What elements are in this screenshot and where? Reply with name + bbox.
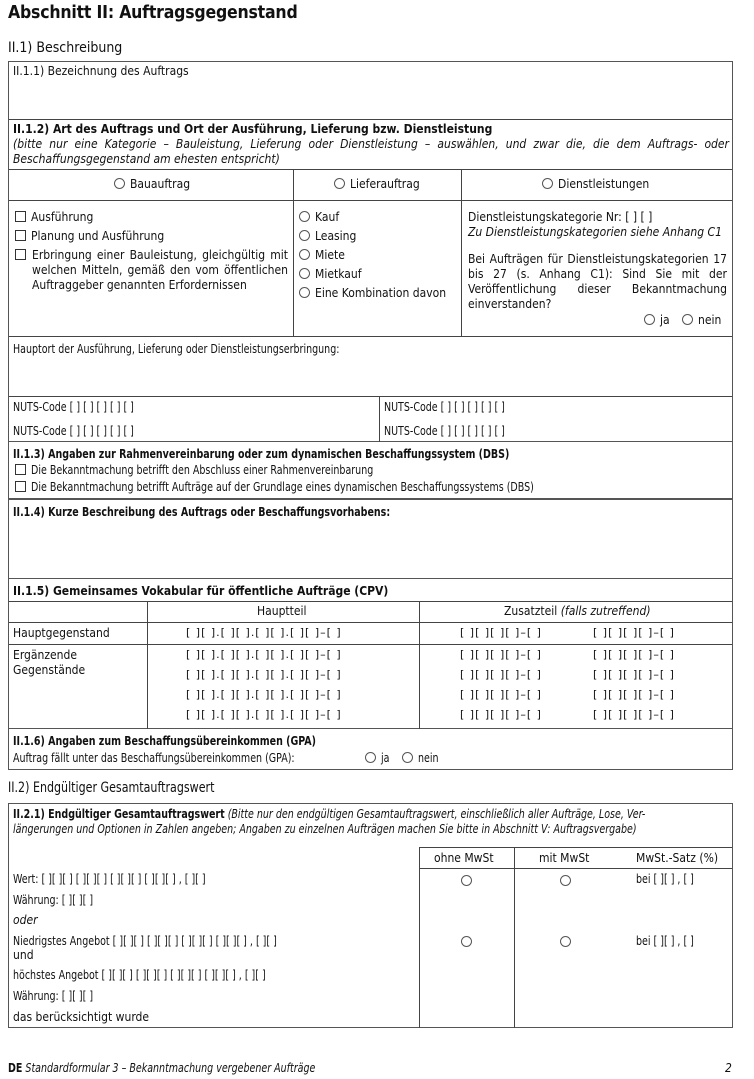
type-dienstleistungen-radio[interactable]: Dienstleistungen xyxy=(542,177,649,193)
nuts-code-field-2[interactable]: NUTS-Code [ ] [ ] [ ] [ ] [ ] xyxy=(13,424,134,438)
niedrigstes-angebot-field[interactable]: Niedrigstes Angebot [ ][ ][ ] [ ][ ][ ] [ ][ ][ ] [ ][ ][ ] , [ ][ ] xyxy=(13,934,277,948)
bau-option-planung[interactable]: Planung und Ausführung xyxy=(15,229,164,245)
dienstleistungskategorie-hint: Zu Dienstleistungskategorien siehe Anhang C1 xyxy=(468,225,722,239)
waehrung-field-2[interactable]: Währung: [ ][ ][ ] xyxy=(13,989,94,1003)
cpv-extra-code[interactable]: [ ][ ][ ][ ]–[ ] xyxy=(460,668,542,681)
col-mwst-satz: MwSt.-Satz (%) xyxy=(636,851,719,865)
waehrung-field-1[interactable]: Währung: [ ][ ][ ] xyxy=(13,893,94,907)
nuts-code-field-4[interactable]: NUTS-Code [ ] [ ] [ ] [ ] [ ] xyxy=(384,424,505,438)
radio-icon xyxy=(114,178,125,189)
wert-mwst-satz-field[interactable]: bei [ ][ ] , [ ] xyxy=(636,872,694,886)
section-title: Abschnitt II: Auftragsgegenstand xyxy=(8,3,298,23)
checkbox-icon xyxy=(15,249,26,260)
cpv-extra-code[interactable]: [ ][ ][ ][ ]–[ ] xyxy=(460,648,542,661)
cpv-main-code[interactable]: [ ][ ].[ ][ ].[ ][ ].[ ][ ]–[ ] xyxy=(186,668,342,681)
cpv-main-code[interactable]: [ ][ ].[ ][ ].[ ][ ].[ ][ ]–[ ] xyxy=(186,626,342,639)
cpv-main-code[interactable]: [ ][ ].[ ][ ].[ ][ ].[ ][ ]–[ ] xyxy=(186,688,342,701)
angebot-ohne-mwst-radio[interactable] xyxy=(461,935,477,951)
cpv-extra-code[interactable]: [ ][ ][ ][ ]–[ ] xyxy=(593,648,675,661)
radio-icon xyxy=(299,268,310,279)
nuts-code-field-1[interactable]: NUTS-Code [ ] [ ] [ ] [ ] [ ] xyxy=(13,400,134,414)
und-label: und xyxy=(13,948,34,962)
bau-option-erbringung[interactable] xyxy=(15,248,31,264)
radio-icon xyxy=(542,178,553,189)
checkbox-icon xyxy=(15,464,26,475)
rahmenvereinbarung-label: II.1.3) Angaben zur Rahmenvereinbarung oder zum dynamischen Beschaffungssystem (DBS) xyxy=(13,447,510,461)
type-lieferauftrag-radio[interactable]: Lieferauftrag xyxy=(334,177,420,193)
footer-form-name: DE Standardformular 3 – Bekanntmachung vergebener Aufträge xyxy=(8,1061,316,1075)
radio-icon xyxy=(299,249,310,260)
cpv-col-hauptteil: Hauptteil xyxy=(257,604,307,618)
angebot-mit-mwst-radio[interactable] xyxy=(560,935,576,951)
gpa-nein-radio[interactable]: nein xyxy=(402,751,441,767)
cpv-extra-code[interactable]: [ ][ ][ ][ ]–[ ] xyxy=(460,708,542,721)
dienst-consent-nein[interactable]: nein xyxy=(682,313,721,329)
rahmenvereinbarung-option-2[interactable]: Die Bekanntmachung betrifft Aufträge auf der Grundlage eines dynamischen Beschaffungssystems (DBS) xyxy=(15,480,602,496)
cpv-extra-code[interactable]: [ ][ ][ ][ ]–[ ] xyxy=(593,668,675,681)
nuts-code-field-3[interactable]: NUTS-Code [ ] [ ] [ ] [ ] [ ] xyxy=(384,400,505,414)
gesamtauftragswert-hint: längerungen und Optionen in Zahlen angeben; Angaben zu einzelnen Aufträgen machen Sie bitte in Abschnitt V: Auftragsvergabe) xyxy=(13,822,637,836)
kurzbeschreibung-label: II.1.4) Kurze Beschreibung des Auftrags oder Beschaffungsvorhabens: xyxy=(13,505,391,519)
checkbox-icon xyxy=(15,481,26,492)
cpv-col-zusatzteil: Zusatzteil (falls zutreffend) xyxy=(504,604,651,618)
gpa-question: Auftrag fällt unter das Beschaffungsübereinkommen (GPA): xyxy=(13,751,295,765)
cpv-label: II.1.5) Gemeinsames Vokabular für öffentliche Aufträge (CPV) xyxy=(13,584,389,598)
rahmenvereinbarung-option-1[interactable]: Die Bekanntmachung betrifft den Abschluss einer Rahmenvereinbarung xyxy=(15,463,420,479)
dienst-consent-ja[interactable]: ja xyxy=(644,313,670,329)
cpv-extra-code[interactable]: [ ][ ][ ][ ]–[ ] xyxy=(593,688,675,701)
bau-option-erbringung-label: Erbringung einer Bauleistung, gleichgültig mit welchen Mitteln, gemäß den vom öffentlichen Auftraggeber genannten Erfordernissen xyxy=(32,248,288,292)
type-bauauftrag-radio[interactable]: Bauauftrag xyxy=(114,177,190,193)
cpv-extra-code[interactable]: [ ][ ][ ][ ]–[ ] xyxy=(593,708,675,721)
col-mit-mwst: mit MwSt xyxy=(539,851,590,865)
section-heading-gesamtauftragswert: II.2) Endgültiger Gesamtauftragswert xyxy=(8,780,215,796)
bezeichnung-field[interactable] xyxy=(10,82,731,118)
liefer-option-miete[interactable]: Miete xyxy=(299,248,345,264)
radio-icon xyxy=(402,752,413,763)
radio-icon xyxy=(560,936,571,947)
beruecksichtigt-label: das berücksichtigt wurde xyxy=(13,1010,150,1024)
radio-icon xyxy=(682,314,693,325)
liefer-option-leasing[interactable]: Leasing xyxy=(299,229,356,245)
art-des-auftrags-hint: (bitte nur eine Kategorie – Bauleistung, Lieferung oder Dienstleistung – auswählen, und zwar die, die dem Auftrags- oder Beschaffungsgegenstand am ehesten entspricht) xyxy=(13,137,729,166)
art-des-auftrags-label: II.1.2) Art des Auftrags und Ort der Ausführung, Lieferung bzw. Dienstleistung xyxy=(13,122,493,136)
radio-icon xyxy=(644,314,655,325)
liefer-option-mietkauf[interactable]: Mietkauf xyxy=(299,267,362,283)
cpv-extra-code[interactable]: [ ][ ][ ][ ]–[ ] xyxy=(593,626,675,639)
hauptort-label: Hauptort der Ausführung, Lieferung oder Dienstleistungserbringung: xyxy=(13,342,340,356)
cpv-main-code[interactable]: [ ][ ].[ ][ ].[ ][ ].[ ][ ]–[ ] xyxy=(186,648,342,661)
footer-page-number: 2 xyxy=(725,1061,732,1075)
gpa-ja-radio[interactable]: ja xyxy=(365,751,391,767)
wert-mit-mwst-radio[interactable] xyxy=(560,874,576,890)
radio-icon xyxy=(299,287,310,298)
checkbox-icon xyxy=(15,230,26,241)
oder-label: oder xyxy=(13,913,38,927)
radio-icon xyxy=(461,875,472,886)
wert-ohne-mwst-radio[interactable] xyxy=(461,874,477,890)
radio-icon xyxy=(334,178,345,189)
bezeichnung-label: II.1.1) Bezeichnung des Auftrags xyxy=(13,64,189,78)
col-ohne-mwst: ohne MwSt xyxy=(434,851,494,865)
checkbox-icon xyxy=(15,211,26,222)
radio-icon xyxy=(299,211,310,222)
radio-icon xyxy=(560,875,571,886)
cpv-main-code[interactable]: [ ][ ].[ ][ ].[ ][ ].[ ][ ]–[ ] xyxy=(186,708,342,721)
kurzbeschreibung-field[interactable] xyxy=(10,522,731,576)
gpa-label: II.1.6) Angaben zum Beschaffungsübereinkommen (GPA) xyxy=(13,734,316,748)
gesamtauftragswert-label: II.2.1) Endgültiger Gesamtauftragswert (Bitte nur den endgültigen Gesamtauftragswert, einschließlich aller Aufträge, Lose, Ver- xyxy=(13,807,646,821)
bau-option-ausfuehrung[interactable]: Ausführung xyxy=(15,210,93,226)
cpv-row-ergaenzende: Ergänzende Gegenstände xyxy=(13,648,86,677)
wert-field[interactable]: Wert: [ ][ ][ ] [ ][ ][ ] [ ][ ][ ] [ ][ ][ ] , [ ][ ] xyxy=(13,872,206,886)
dienst-consent-text: Bei Aufträgen für Dienstleistungskategorien 17 bis 27 (s. Anhang C1): Sind Sie mit der Veröffentlichung dieser Bekanntmachung einverstanden? xyxy=(468,252,727,311)
hoechstes-angebot-field[interactable]: höchstes Angebot [ ][ ][ ] [ ][ ][ ] [ ][ ][ ] [ ][ ][ ] , [ ][ ] xyxy=(13,968,266,982)
radio-icon xyxy=(461,936,472,947)
section-heading-beschreibung: II.1) Beschreibung xyxy=(8,40,123,56)
liefer-option-kauf[interactable]: Kauf xyxy=(299,210,339,226)
hauptort-field[interactable] xyxy=(10,358,731,394)
angebot-mwst-satz-field[interactable]: bei [ ][ ] , [ ] xyxy=(636,934,694,948)
cpv-extra-code[interactable]: [ ][ ][ ][ ]–[ ] xyxy=(460,688,542,701)
cpv-row-hauptgegenstand: Hauptgegenstand xyxy=(13,626,110,640)
cpv-extra-code[interactable]: [ ][ ][ ][ ]–[ ] xyxy=(460,626,542,639)
radio-icon xyxy=(365,752,376,763)
liefer-option-kombination[interactable]: Eine Kombination davon xyxy=(299,286,446,302)
radio-icon xyxy=(299,230,310,241)
dienstleistungskategorie-field[interactable]: Dienstleistungskategorie Nr: [ ] [ ] xyxy=(468,210,653,224)
